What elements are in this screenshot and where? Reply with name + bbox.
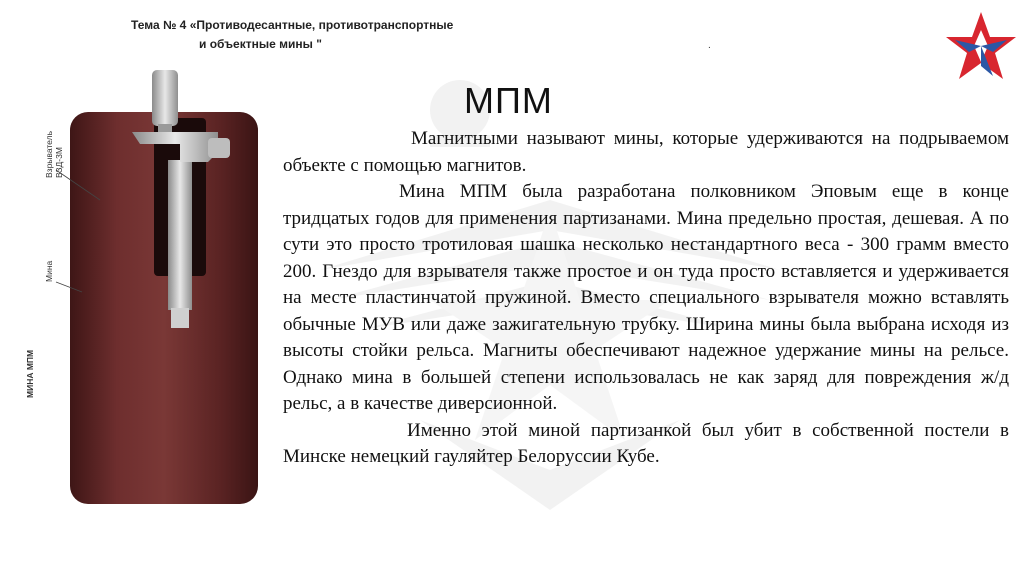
body-text — [283, 126, 1009, 471]
header-dot: . — [708, 40, 711, 51]
mine-mpm-label: МИНА МПМ — [25, 349, 35, 398]
fuse-label-line-2: ВЗД-3М — [54, 147, 64, 178]
slide-title: МПМ — [464, 80, 553, 121]
paragraph-2: Мина МПМ была разработана полковником Эповым еще в конце тридцатых годов для применения партизанами. Мина предельно простая, дешевая. А по сути это просто тротиловая шашка несколько нестандартного веса - 300 грамм вместо 200. Гнездо для взрывателя также простое и он туда просто вставляется и удерживается на месте пластинчатой пружиной. Вместо специального взрывателя можно вставлять обычные МУВ или даже зажигательную трубку. Ширина мины была выбрана исходя из высоты стойки рельса. Магниты обеспечивают надежное удержание мины на рельсе. Однако мина в большей степени использовалась не как заряд для повреждения ж/д рельс, а в качестве диверсионной. — [283, 181, 1009, 414]
paragraph-3: Именно этой миной партизанкой был убит в собственной постели в Минске немецкий гауляйтер Белоруссии Кубе. — [283, 419, 1009, 467]
paragraph-1: Магнитными называют мины, которые удерживаются на подрываемом объекте с помощью магнитов. — [283, 128, 1009, 176]
mine-label: Мина — [44, 260, 54, 282]
header-line-2: и объектные мины " — [199, 37, 322, 51]
fuse-label — [44, 131, 64, 178]
red-star-logo-icon — [945, 10, 1017, 82]
mpm-mine-image — [40, 60, 280, 520]
fuse-label-line-1: Взрыватель — [44, 131, 54, 178]
header-line-1: Тема № 4 «Противодесантные, противотранспортные — [131, 18, 454, 32]
slide-header — [131, 16, 453, 54]
